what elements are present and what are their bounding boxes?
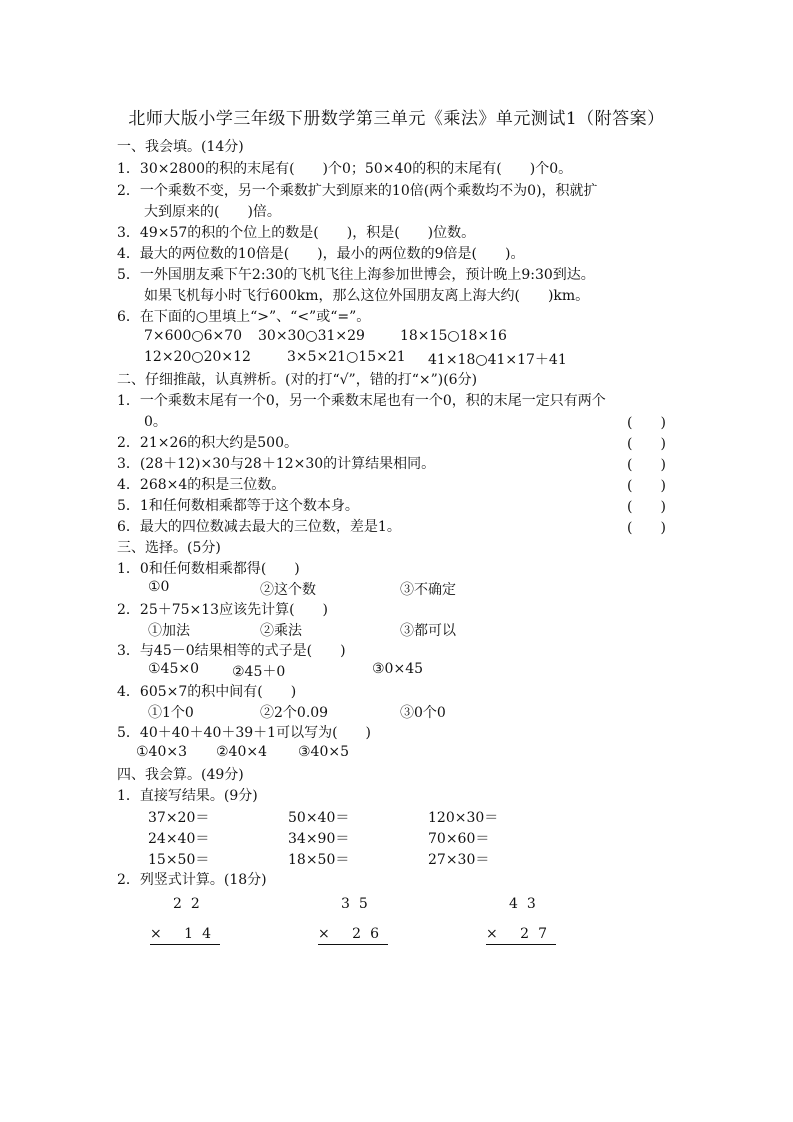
s2-question-1-line1: 1．一个乘数末尾有一个0，另一个乘数末尾也有一个0，积的末尾一定只有两个 bbox=[117, 393, 606, 409]
compare-item: 12×20○20×12 bbox=[144, 349, 251, 365]
direct-calc-item: 18×50＝ bbox=[288, 852, 350, 868]
s4-subheading-1: 1．直接写结果。(9分) bbox=[117, 788, 258, 804]
choice-option: ③0个0 bbox=[400, 705, 446, 721]
s2-question-6: 6．最大的四位数减去最大的三位数，差是1。 bbox=[117, 519, 401, 535]
compare-item: 3×5×21○15×21 bbox=[287, 349, 406, 365]
s1-question-2-line2: 大到原来的( )倍。 bbox=[144, 204, 281, 220]
choice-option: ②40×4 bbox=[216, 744, 268, 760]
s2-question-2: 2．21×26的积大约是500。 bbox=[117, 435, 298, 451]
choice-option: ②这个数 bbox=[260, 582, 316, 598]
s1-question-5-line1: 5．一外国朋友乘下午2:30的飞机飞往上海参加世博会，预计晚上9:30到达。 bbox=[117, 267, 595, 283]
vertical-top-number: 22 bbox=[173, 896, 209, 912]
choice-option: ①45×0 bbox=[148, 661, 200, 677]
s1-question-5-line2: 如果飞机每小时飞行600km，那么这位外国朋友离上海大约( )km。 bbox=[144, 288, 590, 304]
s3-question-4: 4．605×7的积中间有( ) bbox=[117, 684, 297, 700]
s1-question-1: 1．30×2800的积的末尾有( )个0；50×40的积的末尾有( )个0。 bbox=[117, 161, 573, 177]
s4-subheading-2: 2．列竖式计算。(18分) bbox=[117, 872, 267, 888]
section2-heading: 二、仔细推敲，认真辨析。(对的打“√”，错的打“×”)(6分) bbox=[117, 372, 478, 388]
vertical-multiplier: × 27 bbox=[486, 926, 556, 945]
s3-question-5: 5．40＋40＋40＋39＋1可以写为( ) bbox=[117, 725, 371, 741]
s3-question-2: 2．25＋75×13应该先计算( ) bbox=[117, 602, 329, 618]
compare-item: 18×15○18×16 bbox=[400, 328, 507, 344]
answer-blank: ( ) bbox=[627, 499, 666, 515]
choice-option: ①0 bbox=[148, 579, 170, 595]
answer-blank: ( ) bbox=[627, 520, 666, 536]
vertical-multiplier: × 14 bbox=[150, 926, 220, 945]
s2-question-4: 4．268×4的积是三位数。 bbox=[117, 477, 286, 493]
direct-calc-item: 37×20＝ bbox=[148, 810, 210, 826]
compare-item: 41×18○41×17＋41 bbox=[428, 352, 567, 368]
direct-calc-item: 15×50＝ bbox=[148, 852, 210, 868]
s2-question-5: 5．1和任何数相乘都等于这个数本身。 bbox=[117, 498, 359, 514]
s1-question-4: 4．最大的两位数的10倍是( )，最小的两位数的9倍是( )。 bbox=[117, 246, 525, 262]
s2-question-1-line2: 0。 bbox=[144, 414, 167, 430]
s1-question-2-line1: 2．一个乘数不变，另一个乘数扩大到原来的10倍(两个乘数均不为0)，积就扩 bbox=[117, 183, 598, 199]
answer-blank: ( ) bbox=[627, 436, 666, 452]
choice-option: ③40×5 bbox=[298, 744, 350, 760]
choice-option: ②2个0.09 bbox=[260, 705, 329, 721]
direct-calc-item: 24×40＝ bbox=[148, 831, 210, 847]
compare-item: 30×30○31×29 bbox=[258, 328, 365, 344]
section1-heading: 一、我会填。(14分) bbox=[117, 139, 244, 155]
answer-blank: ( ) bbox=[627, 457, 666, 473]
choice-option: ②45＋0 bbox=[232, 664, 286, 680]
direct-calc-item: 50×40＝ bbox=[288, 810, 350, 826]
choice-option: ②乘法 bbox=[260, 623, 302, 639]
vertical-top-number: 35 bbox=[341, 896, 377, 912]
answer-blank: ( ) bbox=[627, 478, 666, 494]
s1-question-6: 6．在下面的○里填上“>”、“<”或“=”。 bbox=[117, 309, 371, 325]
s2-question-3: 3．(28＋12)×30与28＋12×30的计算结果相同。 bbox=[117, 456, 436, 472]
choice-option: ①加法 bbox=[148, 623, 190, 639]
direct-calc-item: 120×30＝ bbox=[428, 810, 499, 826]
direct-calc-item: 27×30＝ bbox=[428, 852, 490, 868]
direct-calc-item: 70×60＝ bbox=[428, 831, 490, 847]
direct-calc-item: 34×90＝ bbox=[288, 831, 350, 847]
vertical-multiplier: × 26 bbox=[318, 926, 388, 945]
s1-question-3: 3．49×57的积的个位上的数是( )，积是( )位数。 bbox=[117, 225, 476, 241]
s3-question-3: 3．与45－0结果相等的式子是( ) bbox=[117, 643, 346, 659]
compare-item: 7×600○6×70 bbox=[144, 328, 243, 344]
answer-blank: ( ) bbox=[627, 415, 666, 431]
choice-option: ③不确定 bbox=[400, 582, 456, 598]
s3-question-1: 1．0和任何数相乘都得( ) bbox=[117, 561, 300, 577]
section4-heading: 四、我会算。(49分) bbox=[117, 767, 244, 783]
section3-heading: 三、选择。(5分) bbox=[117, 540, 221, 556]
choice-option: ①40×3 bbox=[136, 744, 188, 760]
choice-option: ③0×45 bbox=[372, 661, 424, 677]
vertical-top-number: 43 bbox=[509, 896, 545, 912]
page-title: 北师大版小学三年级下册数学第三单元《乘法》单元测试1（附答案） bbox=[128, 109, 665, 129]
choice-option: ①1个0 bbox=[148, 705, 194, 721]
choice-option: ③都可以 bbox=[400, 623, 456, 639]
